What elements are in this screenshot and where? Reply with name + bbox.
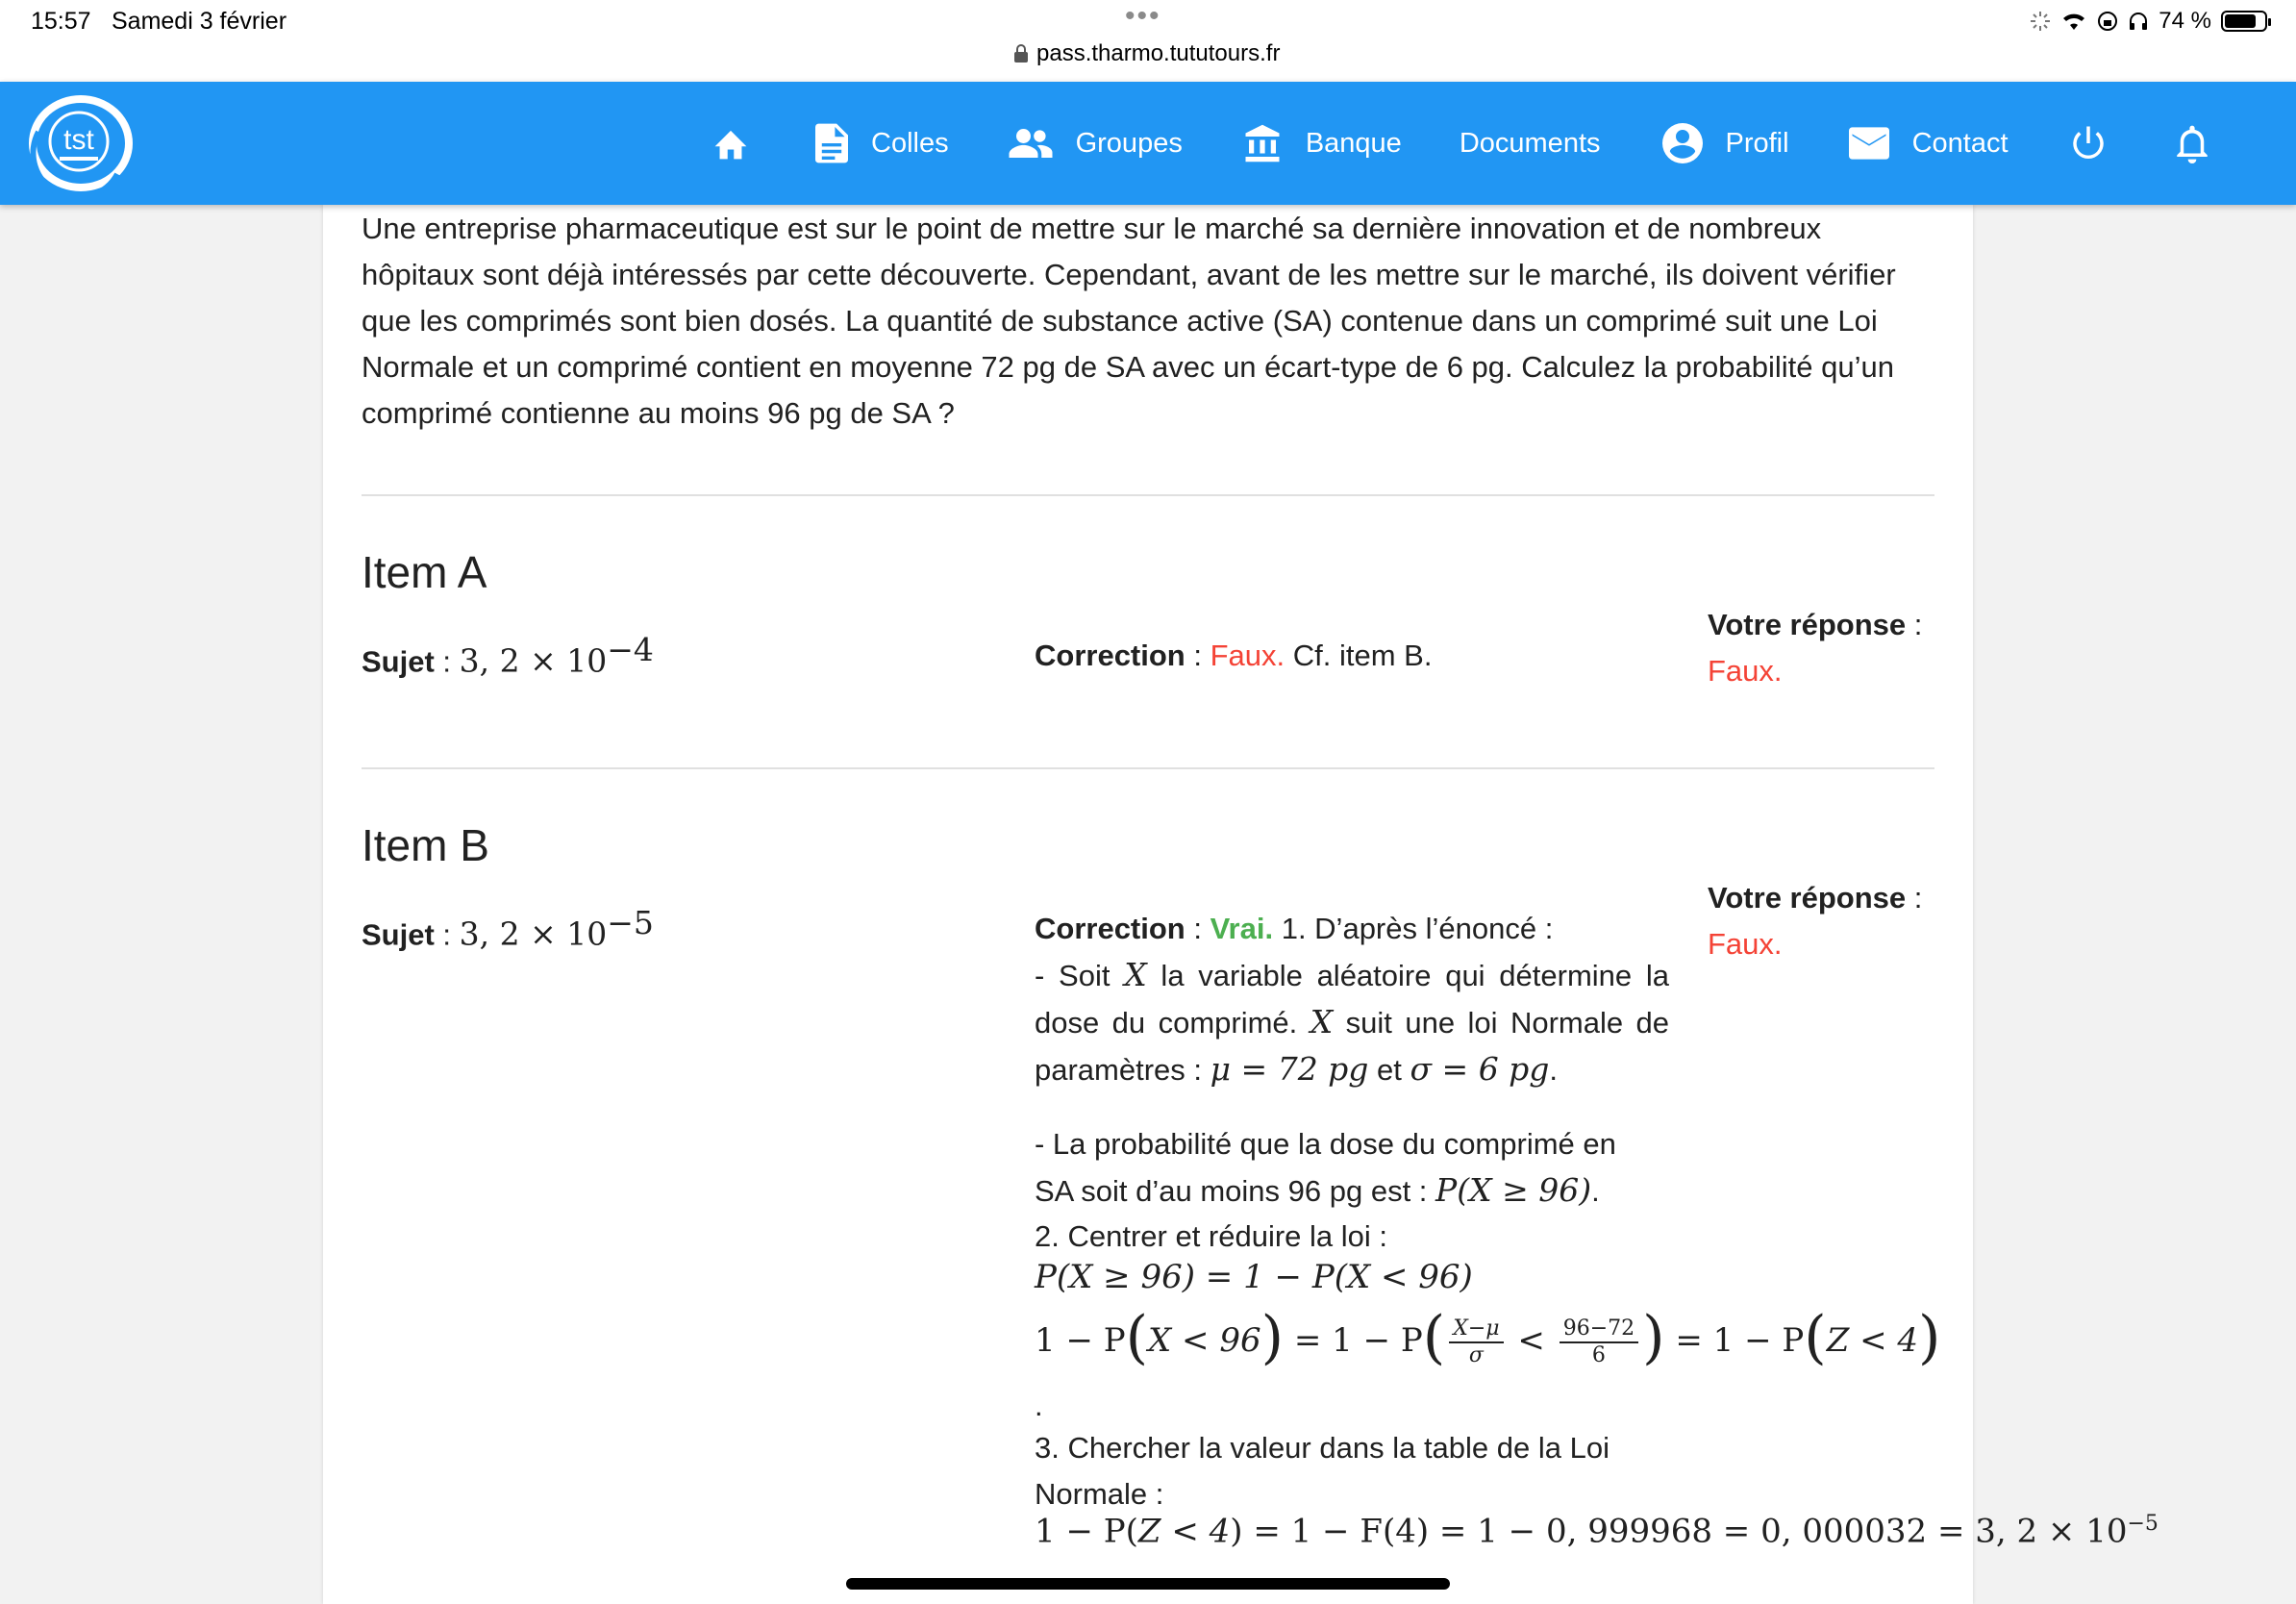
tst-logo[interactable] <box>25 93 133 193</box>
nav-groupes[interactable] <box>1009 128 1183 160</box>
nav-profil[interactable] <box>1662 123 1789 163</box>
document-icon <box>815 123 848 163</box>
account-circle-icon <box>1662 123 1703 163</box>
reponse-label: Votre réponse <box>1708 881 1907 915</box>
status-time: 15:57 <box>31 8 91 35</box>
nav-label-contact: Contact <box>1911 127 2009 159</box>
screen-lock-icon <box>2097 11 2118 32</box>
math-line-3: 1 − P(Z < 4) = 1 − F(4) = 1 − 0, 999968 = 0, 000032 = 3, $2 \times 10^{-5}$ <box>1035 1512 2159 1551</box>
correction-label: Correction <box>1035 912 1185 945</box>
item-b-title: Item B <box>362 820 489 870</box>
mail-icon <box>1849 127 1889 160</box>
reponse-value: Faux. <box>1708 927 1783 961</box>
correction-label: Correction <box>1035 639 1185 672</box>
divider <box>362 494 1934 496</box>
nav-contact[interactable] <box>1849 127 2009 160</box>
wifi-icon <box>2060 11 2087 32</box>
battery-icon <box>2221 11 2267 32</box>
item-a-title: Item A <box>362 547 487 597</box>
sujet-exponent: −4 <box>607 631 654 668</box>
nav-banque[interactable] <box>1242 123 1402 163</box>
home-icon <box>711 126 750 161</box>
reponse-value: Faux. <box>1708 654 1783 688</box>
nav-label-banque: Banque <box>1305 127 1402 159</box>
loading-icon <box>2030 11 2051 32</box>
status-indicators <box>2030 8 2267 35</box>
nav-label-groupes: Groupes <box>1075 127 1183 159</box>
nav-label-colles: Colles <box>871 127 949 159</box>
correction-dot: . <box>1035 1389 1043 1422</box>
correction-step2: 2. Centrer et réduire la loi : <box>1035 1219 1388 1253</box>
nav-home[interactable] <box>711 126 750 161</box>
headphones-icon <box>2128 11 2149 32</box>
sujet-value: 3, 2 × 10 <box>459 915 608 953</box>
item-b-reponse: Votre réponse : Faux. <box>1708 881 1923 961</box>
url-text: pass.tharmo.tututours.fr <box>1036 40 1281 66</box>
sujet-exponent: −5 <box>607 904 654 941</box>
sujet-label: Sujet <box>362 644 435 679</box>
nav-menu <box>711 82 2210 205</box>
divider <box>362 767 1934 769</box>
item-b-sujet: Sujet : 3, $2 \times 10^{-5}$ <box>362 904 654 953</box>
question-text: Une entreprise pharmaceutique est sur le point de mettre sur le marché sa dernière innovation et de nombreux hôpitaux sont déjà intéressés par cette découverte. Cependant, avant de les mettre sur le marché, ils doivent vérifier que les comprimés sont bien dosés. La quantité de substance active (SA) contenue dans un comprimé suit une Loi Normale et un comprimé contient en moyenne 72 pg de SA avec un écart-type de 6 pg. Calculez la probabilité qu’un comprimé contienne au moins 96 pg de SA ? <box>362 212 1896 430</box>
status-bar <box>0 0 2296 82</box>
notifications-button[interactable] <box>2174 123 2210 163</box>
navbar <box>0 82 2296 205</box>
nav-label-documents: Documents <box>1459 127 1601 159</box>
bell-icon <box>2174 123 2210 163</box>
item-a-sujet: Sujet : 3, $2 \times 10^{-4}$ <box>362 631 654 680</box>
multitask-dots[interactable]: ••• <box>1125 0 1161 32</box>
nav-documents[interactable] <box>1460 128 1601 160</box>
correction-step1-probability: - La probabilité que la dose du comprimé en SA soit d’au moins 96 pg est : P(X ≥ 96). <box>1035 1127 1616 1209</box>
correction-status: Vrai. <box>1210 912 1274 945</box>
sujet-value: 3, 2 × 10 <box>459 641 608 680</box>
address-bar[interactable] <box>1013 40 1280 67</box>
sujet-label: Sujet <box>362 917 435 952</box>
battery-percent: 74 % <box>2159 8 2211 34</box>
math-line-1: P(X ≥ 96) = 1 − P(X < 96) <box>1035 1258 1473 1296</box>
lock-icon <box>1013 44 1029 63</box>
correction-text: 1. D’après l’énoncé : <box>1273 912 1554 945</box>
correction-step3: 3. Chercher la valeur dans la table de la Loi Normale : <box>1035 1431 1610 1511</box>
home-indicator[interactable] <box>846 1578 1450 1590</box>
item-a-correction: Correction : Faux. Cf. item B. <box>1035 639 1433 672</box>
group-icon <box>1009 129 1053 158</box>
correction-status: Faux. <box>1210 639 1285 672</box>
item-a-reponse: Votre réponse : Faux. <box>1708 608 1923 688</box>
correction-text: Cf. item B. <box>1285 639 1433 672</box>
item-b-correction: Correction : Vrai. 1. D’après l’énoncé : <box>1035 912 1554 945</box>
correction-step1: - Soit X la variable aléatoire qui détermine la dose du comprimé. X suit une loi Normale de paramètres : μ = 72 pg et σ = 6 pg. <box>1035 956 1670 1088</box>
logo-text: tst <box>63 124 94 156</box>
status-date: Samedi 3 février <box>112 8 287 35</box>
nav-label-profil: Profil <box>1725 127 1789 159</box>
logout-button[interactable] <box>2068 123 2109 163</box>
bank-icon <box>1242 123 1283 163</box>
math-line-2: 1 − P(X < 96) = 1 − P( $\frac{X-\mu}{\sigma}$ < $\frac{96-72}{6}$ ) = 1 − P(Z < 4) <box>1035 1304 1941 1371</box>
nav-colles[interactable] <box>815 123 949 163</box>
power-icon <box>2068 123 2109 163</box>
reponse-label: Votre réponse <box>1708 608 1907 641</box>
